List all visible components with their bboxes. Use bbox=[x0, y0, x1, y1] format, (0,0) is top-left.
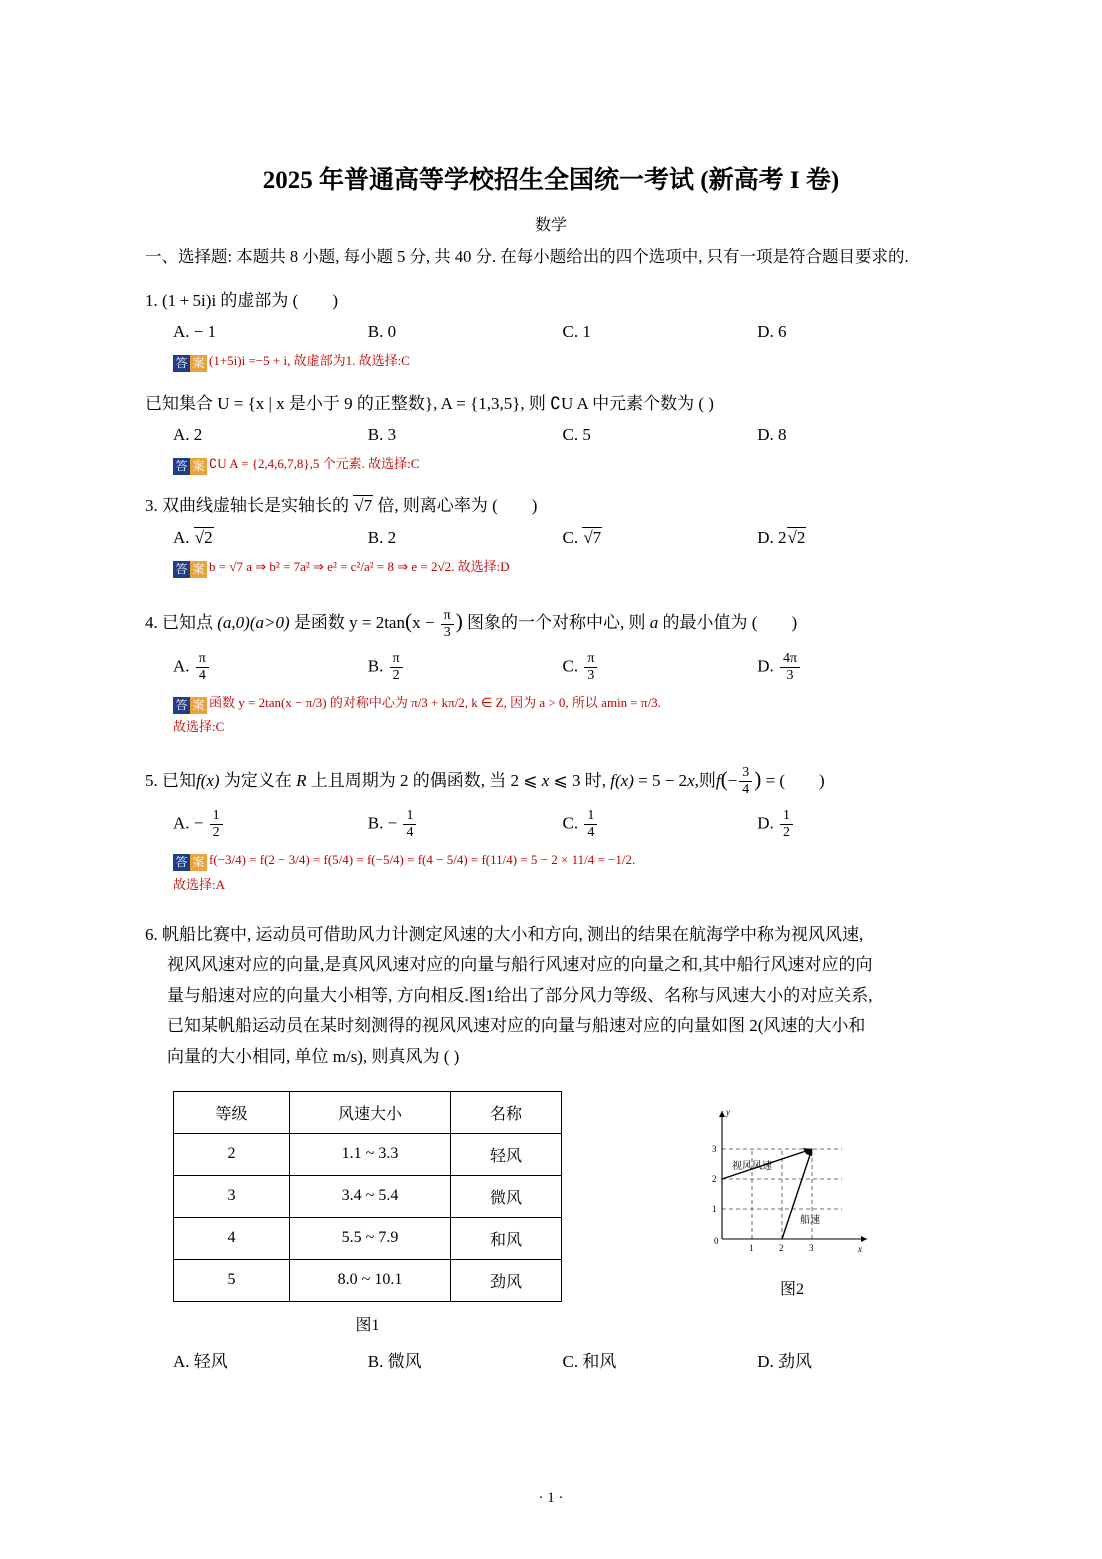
option-a[interactable]: A. − $\frac{1}{2}$ bbox=[173, 808, 368, 841]
option-c[interactable]: C. √7 bbox=[562, 527, 602, 547]
exam-content bbox=[145, 243, 952, 1372]
answer-badge-icon: 答 案 bbox=[173, 455, 207, 477]
option-b[interactable]: B. $\frac{\pi}{2}$ bbox=[368, 651, 563, 684]
question-1-answer bbox=[173, 350, 952, 374]
question-4-stem: 4. 已知点 (a,0)(a>0) 是函数 y = 2tan(x − $\frac{\pi}{3}$ ) 图象的一个对称中心, 则 a 的最小值为 ( ) bbox=[145, 607, 798, 640]
answer-text: (1+5i)i =−5 + i, 故虚部为1. 故选择:C bbox=[209, 353, 410, 369]
option-b[interactable]: B. 3 bbox=[367, 425, 397, 445]
cell-level: 2 bbox=[174, 1133, 290, 1175]
cell-speed: 5.5 ~ 7.9 bbox=[290, 1217, 451, 1259]
option-d[interactable]: D. $\frac{1}{2}$ bbox=[757, 808, 952, 841]
option-b[interactable]: B. 微风 bbox=[367, 1351, 422, 1371]
option-d[interactable]: D. 6 bbox=[757, 322, 787, 342]
question-2-options bbox=[173, 425, 952, 445]
svg-text:y: y bbox=[726, 1106, 730, 1117]
answer-text: b = √7 a ⇒ b² = 7a² ⇒ e² = c²/a² = 8 ⇒ e = 2√2. 故选择:D bbox=[209, 558, 510, 574]
option-c[interactable]: C. $\frac{\pi}{3}$ bbox=[563, 651, 758, 684]
question-1-options bbox=[173, 322, 952, 342]
subject-label: 数学 bbox=[534, 217, 567, 234]
table-header-row bbox=[174, 1091, 562, 1133]
cell-name: 轻风 bbox=[451, 1133, 562, 1175]
option-b[interactable]: B. 0 bbox=[367, 322, 397, 342]
svg-text:3: 3 bbox=[712, 1143, 717, 1154]
vector-diagram bbox=[692, 1091, 892, 1261]
svg-text:2: 2 bbox=[779, 1242, 784, 1253]
option-b[interactable]: B. 2 bbox=[367, 527, 397, 547]
table-row bbox=[174, 1259, 562, 1301]
figure-1-wrap bbox=[173, 1091, 562, 1335]
question-5-answer bbox=[173, 849, 952, 873]
question-3 bbox=[145, 491, 952, 522]
svg-text:1: 1 bbox=[712, 1203, 717, 1214]
cell-level: 4 bbox=[174, 1217, 290, 1259]
option-b[interactable]: B. − $\frac{1}{4}$ bbox=[368, 808, 563, 841]
section-intro: 一、选择题: 本题共 8 小题, 每小题 5 分, 共 40 分. 在每小题给出的四个选项中, 只有一项是符合题目要求的. bbox=[145, 247, 909, 266]
option-a[interactable]: A. 2 bbox=[173, 425, 203, 445]
figure-2-wrap bbox=[692, 1091, 892, 1299]
question-5 bbox=[145, 760, 952, 799]
question-6-line-4: 已知某帆船运动员在某时刻测得的视风风速对应的向量与船速对应的向量如图 2(风速的大小和 bbox=[167, 1016, 866, 1036]
question-2-answer bbox=[173, 453, 952, 477]
question-1 bbox=[145, 286, 952, 317]
question-4-answer-2: 故选择:C bbox=[173, 718, 225, 734]
option-d[interactable]: D. 劲风 bbox=[757, 1351, 813, 1371]
cell-name: 微风 bbox=[451, 1175, 562, 1217]
question-4 bbox=[145, 602, 952, 641]
svg-text:3: 3 bbox=[809, 1242, 814, 1253]
answer-text: 函数 y = 2tan(x − π/3) 的对称中心为 π/3 + kπ/2, k ∈ Z, 因为 a > 0, 所以 amin = π/3. bbox=[209, 694, 661, 710]
question-2-stem: 已知集合 U = {x | x 是小于 9 的正整数}, A = {1,3,5}, 则 ∁U A 中元素个数为 ( ) bbox=[145, 393, 714, 413]
question-6-figures bbox=[173, 1091, 952, 1335]
page-number: · 1 · bbox=[538, 1490, 564, 1506]
svg-text:2: 2 bbox=[712, 1173, 717, 1184]
question-5-options bbox=[173, 808, 952, 841]
answer-text: f(−3/4) = f(2 − 3/4) = f(5/4) = f(−5/4) = f(4 − 5/4) = f(11/4) = 5 − 2 × 11/4 = −1/2. bbox=[209, 852, 636, 868]
svg-text:1: 1 bbox=[749, 1242, 754, 1253]
question-6-options bbox=[173, 1347, 952, 1372]
option-d[interactable]: D. 8 bbox=[757, 425, 787, 445]
answer-badge-icon: 答 案 bbox=[173, 694, 207, 716]
question-6-line-2: 视风风速对应的向量,是真风风速对应的向量与船行风速对应的向量之和,其中船行风速对应的向 bbox=[167, 955, 873, 975]
option-a[interactable]: A. − 1 bbox=[173, 322, 217, 342]
cell-name: 和风 bbox=[451, 1217, 562, 1259]
svg-text:0: 0 bbox=[714, 1235, 719, 1246]
cell-level: 5 bbox=[174, 1259, 290, 1301]
answer-badge-icon: 答 案 bbox=[173, 352, 207, 374]
header-speed: 风速大小 bbox=[290, 1091, 451, 1133]
option-c[interactable]: C. 和风 bbox=[562, 1351, 617, 1371]
header-level: 等级 bbox=[174, 1091, 290, 1133]
option-a[interactable]: A. √2 bbox=[173, 527, 213, 547]
option-a[interactable]: A. 轻风 bbox=[173, 1351, 228, 1371]
svg-text:视风风速: 视风风速 bbox=[732, 1160, 772, 1172]
svg-text:x: x bbox=[858, 1243, 862, 1254]
question-3-answer bbox=[173, 556, 952, 580]
question-4-answer bbox=[173, 692, 952, 716]
figure-1-caption: 图1 bbox=[355, 1316, 380, 1334]
answer-badge-icon: 答 案 bbox=[173, 558, 207, 580]
question-1-stem: 1. (1 + 5i)i 的虚部为 ( ) bbox=[145, 290, 338, 310]
question-6 bbox=[145, 920, 952, 1073]
cell-name: 劲风 bbox=[451, 1259, 562, 1301]
question-6-line-1: 6. 帆船比赛中, 运动员可借助风力计测定风速的大小和方向, 测出的结果在航海学中称为视风风速, bbox=[145, 924, 864, 944]
answer-badge-icon: 答 案 bbox=[173, 851, 207, 873]
table-row bbox=[174, 1217, 562, 1259]
option-d[interactable]: D. $\frac{4\pi}{3}$ bbox=[757, 651, 952, 684]
table-row bbox=[174, 1175, 562, 1217]
figure-2-caption: 图2 bbox=[779, 1280, 804, 1298]
question-6-line-3: 量与船速对应的向量大小相等, 方向相反.图1给出了部分风力等级、名称与风速大小的对应关系, bbox=[167, 985, 873, 1005]
question-6-line-5: 向量的大小相同, 单位 m/s), 则真风为 ( ) bbox=[167, 1046, 460, 1066]
question-2 bbox=[145, 389, 952, 420]
cell-speed: 8.0 ~ 10.1 bbox=[290, 1259, 451, 1301]
option-c[interactable]: C. $\frac{1}{4}$ bbox=[563, 808, 758, 841]
answer-text: ∁U A = {2,4,6,7,8},5 个元素. 故选择:C bbox=[209, 456, 420, 472]
cell-level: 3 bbox=[174, 1175, 290, 1217]
header-name: 名称 bbox=[451, 1091, 562, 1133]
question-3-options bbox=[173, 528, 952, 548]
table-row bbox=[174, 1133, 562, 1175]
svg-text:船速: 船速 bbox=[800, 1214, 820, 1226]
question-5-answer-2: 故选择:A bbox=[173, 876, 226, 892]
question-5-stem: 5. 已知f(x) 为定义在 R 上且周期为 2 的偶函数, 当 2 ⩽ x ⩽ 3 时, f(x) = 5 − 2x,则f(− $\frac{3}{4}$ ) = ( ) bbox=[145, 765, 825, 798]
wind-table bbox=[173, 1091, 562, 1302]
option-d[interactable]: D. 2√2 bbox=[757, 527, 806, 547]
option-c[interactable]: C. 5 bbox=[562, 425, 591, 445]
cell-speed: 1.1 ~ 3.3 bbox=[290, 1133, 451, 1175]
option-a[interactable]: A. $\frac{\pi}{4}$ bbox=[173, 651, 368, 684]
question-4-options bbox=[173, 651, 952, 684]
cell-speed: 3.4 ~ 5.4 bbox=[290, 1175, 451, 1217]
option-c[interactable]: C. 1 bbox=[562, 322, 591, 342]
question-3-stem: 3. 双曲线虚轴长是实轴长的 √7 倍, 则离心率为 ( ) bbox=[145, 496, 538, 516]
page-title: 2025 年普通高等学校招生全国统一考试 (新高考 I 卷) bbox=[262, 167, 840, 194]
